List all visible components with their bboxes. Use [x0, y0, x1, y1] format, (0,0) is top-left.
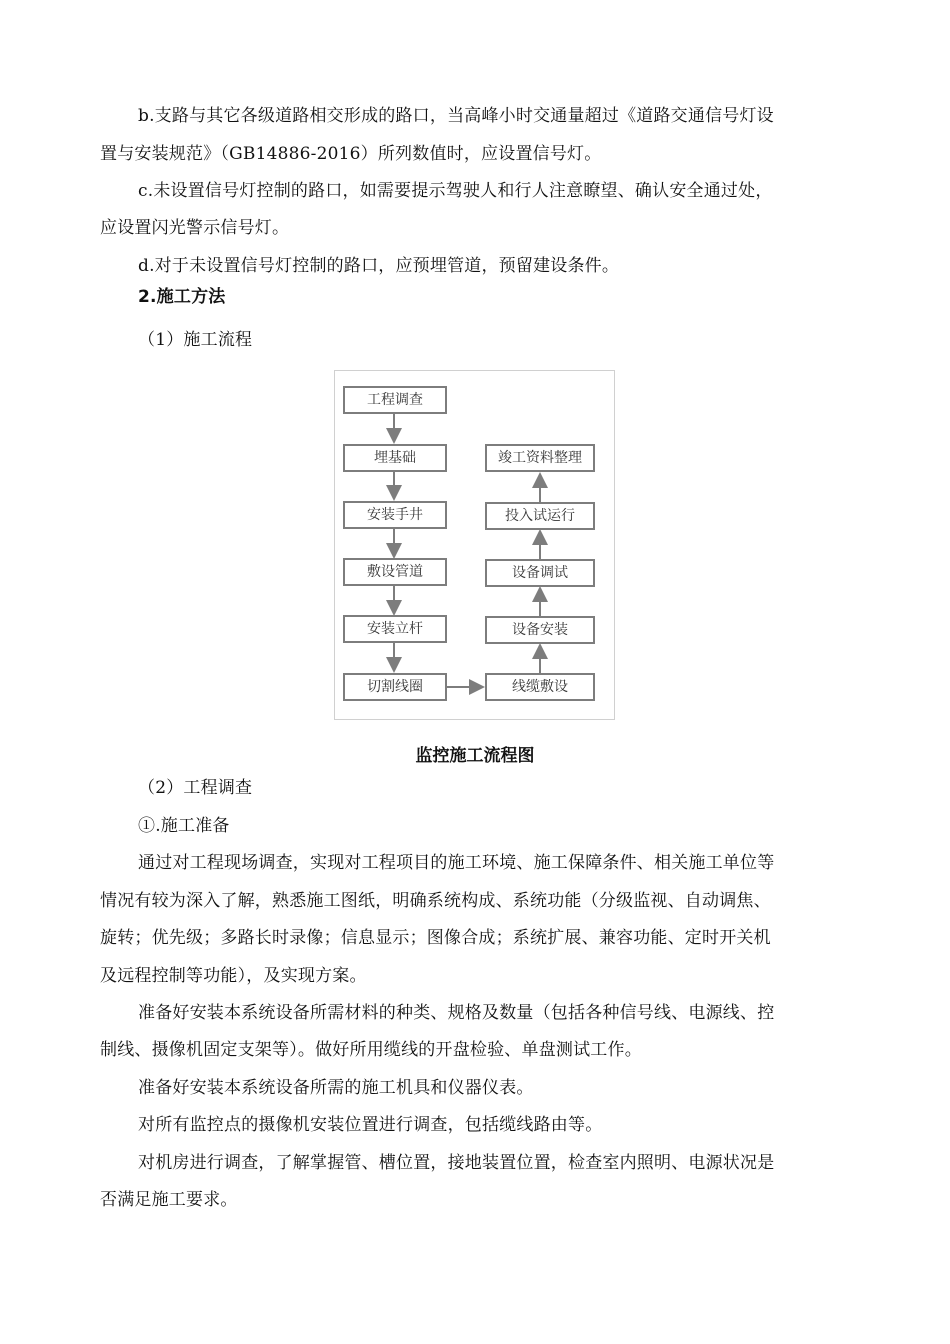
paragraph-c-line2: 应设置闪光警示信号灯。 — [100, 218, 290, 238]
body-line-5: 准备好安装本系统设备所需材料的种类、规格及数量（包括各种信号线、电源线、控 — [138, 1003, 775, 1023]
step-trial-run: 投入试运行 — [485, 502, 595, 530]
step-cut-coil: 切割线圈 — [343, 673, 447, 701]
body-line-8: 对所有监控点的摄像机安装位置进行调查，包括缆线路由等。 — [138, 1115, 603, 1135]
body-line-2: 情况有较为深入了解，熟悉施工图纸，明确系统构成、系统功能（分级监视、自动调焦、 — [100, 891, 771, 911]
body-line-1: 通过对工程现场调查，实现对工程项目的施工环境、施工保障条件、相关施工单位等 — [138, 853, 775, 873]
flowchart-caption: 监控施工流程图 — [415, 746, 535, 766]
section-heading-construction-method: 2.施工方法 — [138, 287, 226, 307]
body-line-6: 制线、摄像机固定支架等）。做好所用缆线的开盘检验、单盘测试工作。 — [100, 1040, 642, 1060]
body-line-10: 否满足施工要求。 — [100, 1190, 238, 1210]
step-survey: 工程调查 — [343, 386, 447, 414]
step-pipe-laying: 敷设管道 — [343, 558, 447, 586]
step-cable-laying: 线缆敷设 — [485, 673, 595, 701]
subsection-construction-flow: （1）施工流程 — [138, 330, 253, 350]
body-line-3: 旋转；优先级；多路长时录像；信息显示；图像合成；系统扩展、兼容功能、定时开关机 — [100, 928, 771, 948]
paragraph-b-line1: b.支路与其它各级道路相交形成的路口，当高峰小时交通量超过《道路交通信号灯设 — [138, 106, 774, 126]
flowchart — [334, 370, 615, 720]
subsection-survey: （2）工程调查 — [138, 778, 253, 798]
body-line-4: 及远程控制等功能），及实现方案。 — [100, 966, 367, 986]
step-foundation: 埋基础 — [343, 444, 447, 472]
paragraph-b-line2: 置与安装规范》（GB14886-2016）所列数值时，应设置信号灯。 — [100, 144, 602, 164]
step-device-install: 设备安装 — [485, 616, 595, 644]
step-completion-docs: 竣工资料整理 — [485, 444, 595, 472]
step-debug: 设备调试 — [485, 559, 595, 587]
body-line-9: 对机房进行调查，了解掌握管、槽位置，接地装置位置，检查室内照明、电源状况是 — [138, 1153, 775, 1173]
paragraph-d: d.对于未设置信号灯控制的路口，应预埋管道，预留建设条件。 — [138, 256, 620, 276]
step-handhole: 安装手井 — [343, 501, 447, 529]
flowchart-arrows — [335, 371, 616, 721]
item-preparation: ①.施工准备 — [138, 816, 230, 836]
step-pole-install: 安装立杆 — [343, 615, 447, 643]
paragraph-c-line1: c.未设置信号灯控制的路口，如需要提示驾驶人和行人注意瞭望、确认安全通过处， — [138, 181, 773, 201]
body-line-7: 准备好安装本系统设备所需的施工机具和仪器仪表。 — [138, 1078, 534, 1098]
